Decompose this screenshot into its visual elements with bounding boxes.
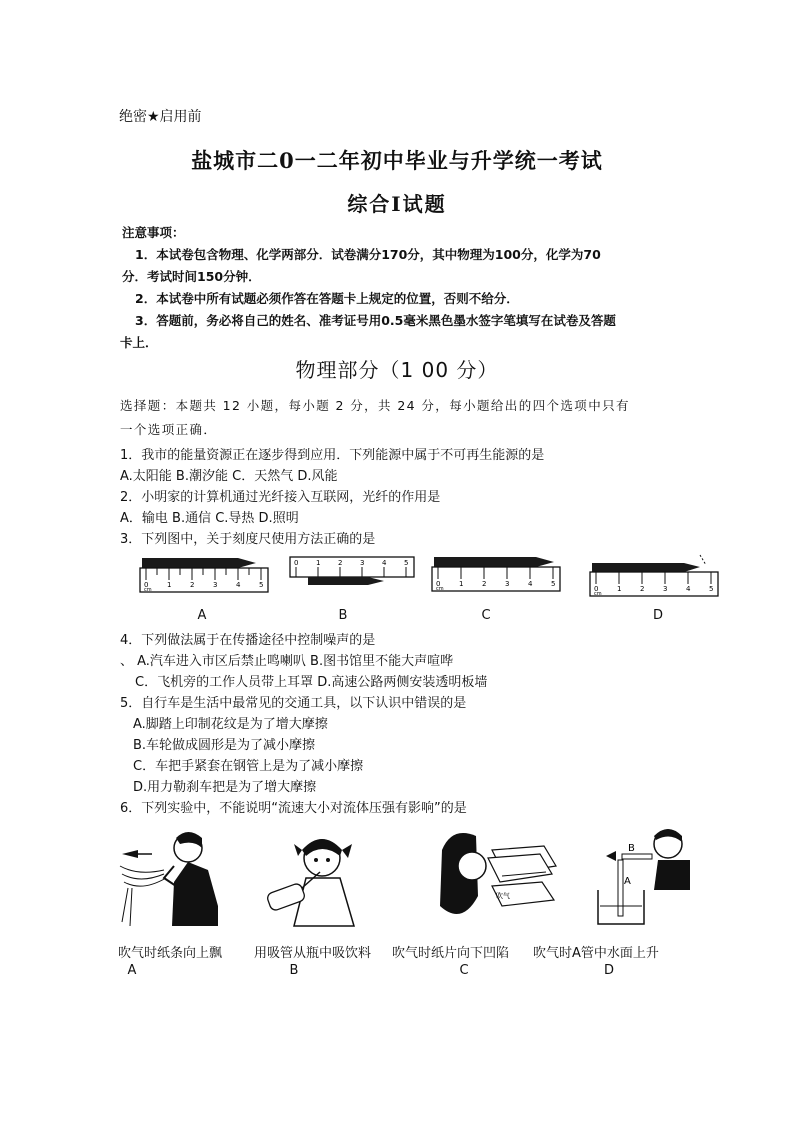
q5-option-b: B.车轮做成圆形是为了减小摩擦 — [133, 738, 316, 753]
q6-label-c: C — [459, 963, 469, 978]
section-intro-2: 一个选项正确． — [120, 422, 218, 437]
tick-0: 0 — [294, 559, 299, 567]
tick-1: 1 — [617, 585, 622, 593]
q4-options-cd: C．飞机旁的工作人员带上耳罩 D.高速公路两侧安装透明板墙 — [135, 675, 488, 690]
q3-stem: 3．下列图中，关于刻度尺使用方法正确的是 — [120, 532, 376, 547]
tick-0: 0 — [144, 581, 149, 589]
q3-label-d: D — [652, 608, 663, 623]
note-1b: 分．考试时间150分钟． — [122, 269, 261, 284]
pencil-d — [592, 563, 700, 572]
note-3b: 卡上． — [120, 335, 158, 350]
tick-1: 1 — [167, 581, 172, 589]
notes-heading: 注意事项： — [122, 225, 185, 240]
figure-d-label-a: A — [624, 876, 631, 887]
tick-2: 2 — [640, 585, 645, 593]
q1-stem: 1．我市的能量资源正在逐步得到应用．下列能源中属于不可再生能源的是 — [120, 448, 545, 463]
tick-0: 0 — [594, 585, 599, 593]
note-2: 2．本试卷中所有试题必须作答在答题卡上规定的位置，否则不给分． — [135, 291, 519, 306]
q6-label-a: A — [127, 963, 137, 978]
q1-options: A.太阳能 B.潮汐能 C．天然气 D.风能 — [120, 469, 338, 484]
q3-label-b: B — [338, 608, 348, 623]
pencil-b — [308, 577, 384, 585]
exam-title: 盐城市二0一二年初中毕业与升学统一考试 — [191, 148, 603, 173]
q6-caption-c: 吹气时纸片向下凹陷 — [392, 946, 510, 961]
q5-option-c: C．车把手紧套在钢管上是为了减小摩擦 — [133, 759, 364, 774]
tick-3: 3 — [213, 581, 218, 589]
note-3a: 3．答题前，务必将自己的姓名、准考证号用0.5毫米黑色墨水签字笔填写在试卷及答题 — [135, 313, 616, 328]
exam-subtitle: 综合Ⅰ试题 — [347, 192, 447, 216]
unit-cm: cm — [436, 586, 444, 592]
tick-2: 2 — [190, 581, 195, 589]
tick-4: 4 — [686, 585, 691, 593]
tick-2: 2 — [338, 559, 343, 567]
q2-options: A．输电 B.通信 C.导热 D.照明 — [120, 511, 299, 526]
tick-2: 2 — [482, 580, 487, 588]
q5-option-a: A.脚踏上印制花纹是为了增大摩擦 — [133, 717, 328, 732]
tick-5: 5 — [551, 580, 556, 588]
secret-label: 绝密★启用前 — [119, 109, 202, 125]
pencil-c — [434, 557, 554, 567]
tick-3: 3 — [663, 585, 668, 593]
note-1a: 1．本试卷包含物理、化学两部分．试卷满分170分，其中物理为100分，化学为70 — [135, 247, 601, 262]
tick-3: 3 — [360, 559, 365, 567]
q5-stem: 5．自行车是生活中最常见的交通工具，以下认识中错误的是 — [120, 696, 467, 711]
figure-c-blow-label: 吹气 — [496, 892, 510, 900]
q6-caption-b: 用吸管从瓶中吸饮料 — [254, 946, 372, 961]
figure-c-blowing-paper-sheet — [432, 826, 558, 930]
q6-caption-d: 吹气时A管中水面上升 — [533, 946, 659, 961]
tick-0: 0 — [436, 580, 441, 588]
unit-cm: cm — [594, 591, 602, 597]
tick-3: 3 — [505, 580, 510, 588]
tick-1: 1 — [316, 559, 321, 567]
q6-stem: 6．下列实验中，不能说明“流速大小对流体压强有影响”的是 — [120, 801, 467, 816]
q6-label-b: B — [289, 963, 299, 978]
q4-stem: 4．下列做法属于在传播途径中控制噪声的是 — [120, 633, 376, 648]
figure-b-straw-drinking — [262, 826, 366, 930]
ruler-body-c — [432, 567, 560, 591]
q6-label-d: D — [603, 963, 614, 978]
q4-options-ab: 、 A.汽车进入市区后禁止鸣喇叭 B.图书馆里不能大声喧哗 — [120, 654, 454, 669]
unit-cm: cm — [144, 587, 152, 593]
ruler-figure-b — [288, 553, 418, 593]
ruler-body-d — [590, 572, 718, 596]
ruler-figure-d — [588, 553, 723, 599]
ruler-body-b — [290, 557, 414, 577]
tick-4: 4 — [382, 559, 387, 567]
q5-option-d: D.用力勒刹车把是为了增大摩擦 — [133, 780, 317, 795]
q2-stem: 2．小明家的计算机通过光纤接入互联网，光纤的作用是 — [120, 490, 441, 505]
figure-a-blowing-paper — [118, 826, 224, 930]
q3-label-a: A — [197, 608, 207, 623]
q6-caption-a: 吹气时纸条向上飘 — [118, 946, 223, 961]
pencil-a — [142, 558, 256, 568]
section-title: 物理部分（1 00 分） — [295, 358, 499, 382]
figure-d-tube-apparatus — [592, 820, 692, 928]
tick-1: 1 — [459, 580, 464, 588]
figure-d-label-b: B — [628, 843, 635, 854]
section-intro-1: 选择题：本题共 12 小题，每小题 2 分，共 24 分，每小题给出的四个选项中只有 — [120, 398, 630, 413]
ruler-figure-c — [430, 553, 565, 597]
tick-5: 5 — [709, 585, 714, 593]
tick-5: 5 — [404, 559, 409, 567]
ruler-figure-a — [138, 550, 273, 598]
q3-label-c: C — [481, 608, 491, 623]
tick-4: 4 — [528, 580, 533, 588]
tick-5: 5 — [259, 581, 264, 589]
tick-4: 4 — [236, 581, 241, 589]
